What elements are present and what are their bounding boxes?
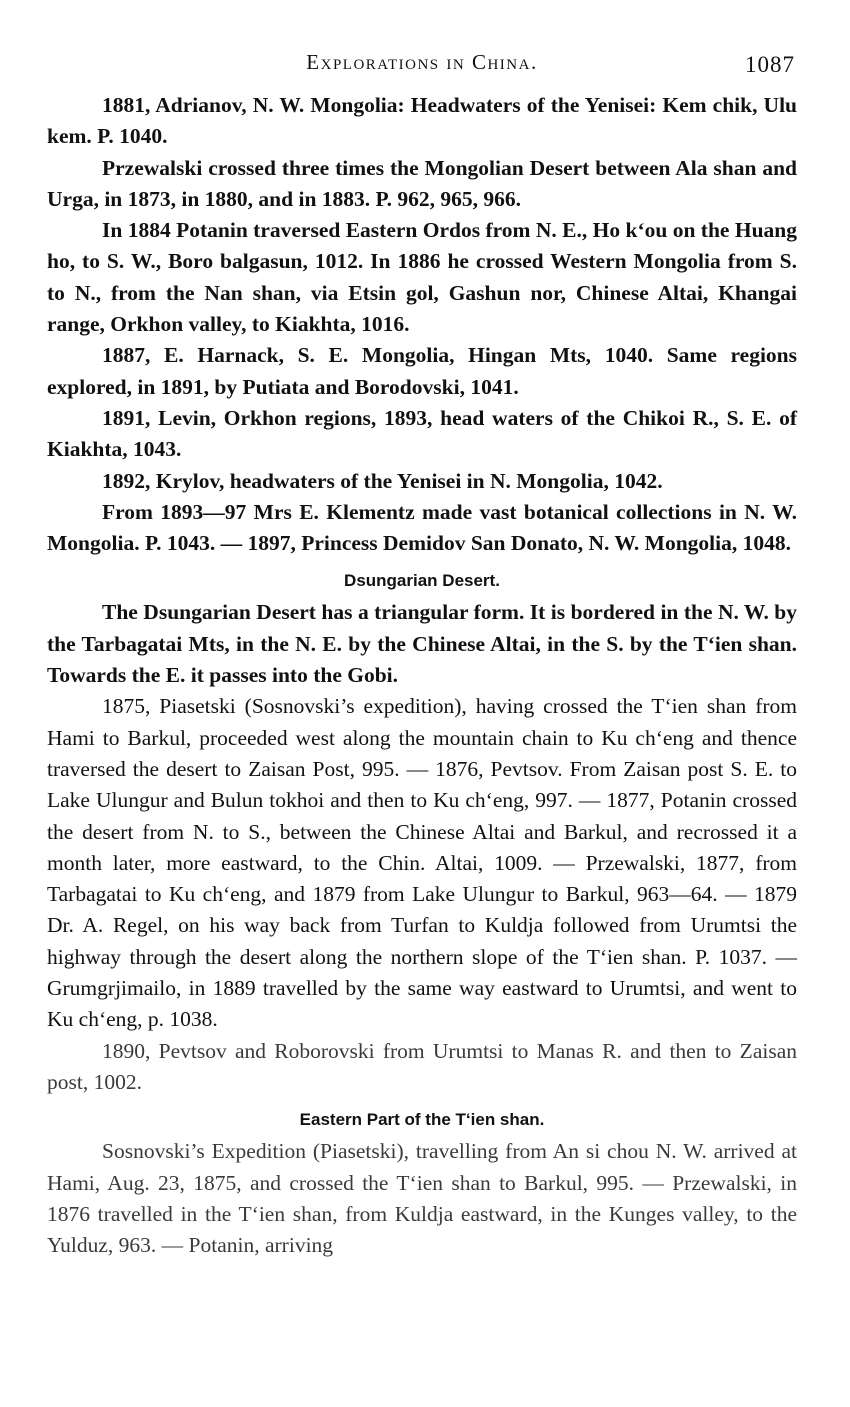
- running-head: [47, 50, 797, 90]
- paragraph-sosnovski-expedition: Sosnovski’s Expedition (Piasetski), travelling from An si chou N. W. arrived at Hami, Aug. 23, 1875, and crossed the T‘ien shan to Barkul, 995. — Przewalski, in 1876 travelled in the T‘ien shan, from Kuldja eastward, in the Kunges valley, to the Yulduz, 963. — Potanin, arriving: [47, 1139, 797, 1258]
- paragraph-dsungarian-explorations: 1875, Piasetski (Sosnovski’s expedition), having crossed the T‘ien shan from Hami to Barkul, proceeded west along the mountain chain to Ku ch‘eng and thence traversed the desert to Zaisan Post, 995. — 1876, Pevtsov. From Zaisan post S. E. to Lake Ulungur and Bulun tokhoi and then to Ku ch‘eng, 997. — 1877, Potanin crossed the desert from N. to S., between the Chinese Altai and Barkul, and recrossed it a month later, more eastward, to the Chin. Altai, 1009. — Przewalski, 1877, from Tarbagatai to Ku ch‘eng, and 1879 from Lake Ulungur to Barkul, 963—64. — 1879 Dr. A. Regel, on his way back from Turfan to Kuldja followed from Urumtsi the highway through the desert along the northern slope of the T‘ien shan. P. 1037. — Grumgrjimailo, in 1889 travelled by the same way eastward to Urumtsi, and went to Ku ch‘eng, p. 1038.: [47, 694, 797, 1032]
- page-number: 1087: [745, 52, 795, 77]
- running-title: Explorations in China.: [306, 50, 538, 74]
- paragraph-przewalski-mongolian-desert: Przewalski crossed three times the Mongolian Desert between Ala shan and Urga, in 1873, in 1880, and in 1883. P. 962, 965, 966.: [47, 155, 797, 211]
- paragraph-klementz: From 1893—97 Mrs E. Klementz made vast botanical collections in N. W. Mongolia. P. 1043. — 1897, Princess Demidov San Donato, N. W. Mongolia, 1048.: [47, 499, 797, 556]
- paragraph-pevtsov-roborovski: 1890, Pevtsov and Roborovski from Urumtsi to Manas R. and then to Zaisan post, 1002.: [47, 1038, 797, 1094]
- book-page: [47, 50, 797, 1261]
- paragraph-potanin-ordos: In 1884 Potanin traversed Eastern Ordos from N. E., Ho k‘ou on the Huang ho, to S. W., Boro balgasun, 1012. In 1886 he crossed Western Mongolia from S. to N., from the Nan shan, via Etsin gol, Gashun nor, Chinese Altai, Khangai range, Orkhon valley, to Kiakhta, 1016.: [47, 218, 797, 337]
- paragraph-levin: 1891, Levin, Orkhon regions, 1893, head waters of the Chikoi R., S. E. of Kiakhta, 1043.: [47, 405, 797, 462]
- paragraph-harnack: 1887, E. Harnack, S. E. Mongolia, Hingan Mts, 1040. Same regions explored, in 1891, by Putiata and Borodovski, 1041.: [47, 343, 797, 399]
- paragraph-adrianov: 1881, Adrianov, N. W. Mongolia: Headwaters of the Yenisei: Kem chik, Ulu kem. P. 1040.: [47, 93, 797, 149]
- paragraph-krylov: 1892, Krylov, headwaters of the Yenisei in N. Mongolia, 1042.: [102, 468, 663, 493]
- paragraph-dsungarian-description: The Dsungarian Desert has a triangular form. It is bordered in the N. W. by the Tarbagatai Mts, in the N. E. by the Chinese Altai, in the S. by the T‘ien shan. Towards the E. it passes into the Gobi.: [47, 600, 797, 688]
- section-heading-eastern-tien-shan: Eastern Part of the T‘ien shan.: [299, 1110, 545, 1130]
- section-heading-dsungarian-desert: Dsungarian Desert.: [344, 571, 500, 591]
